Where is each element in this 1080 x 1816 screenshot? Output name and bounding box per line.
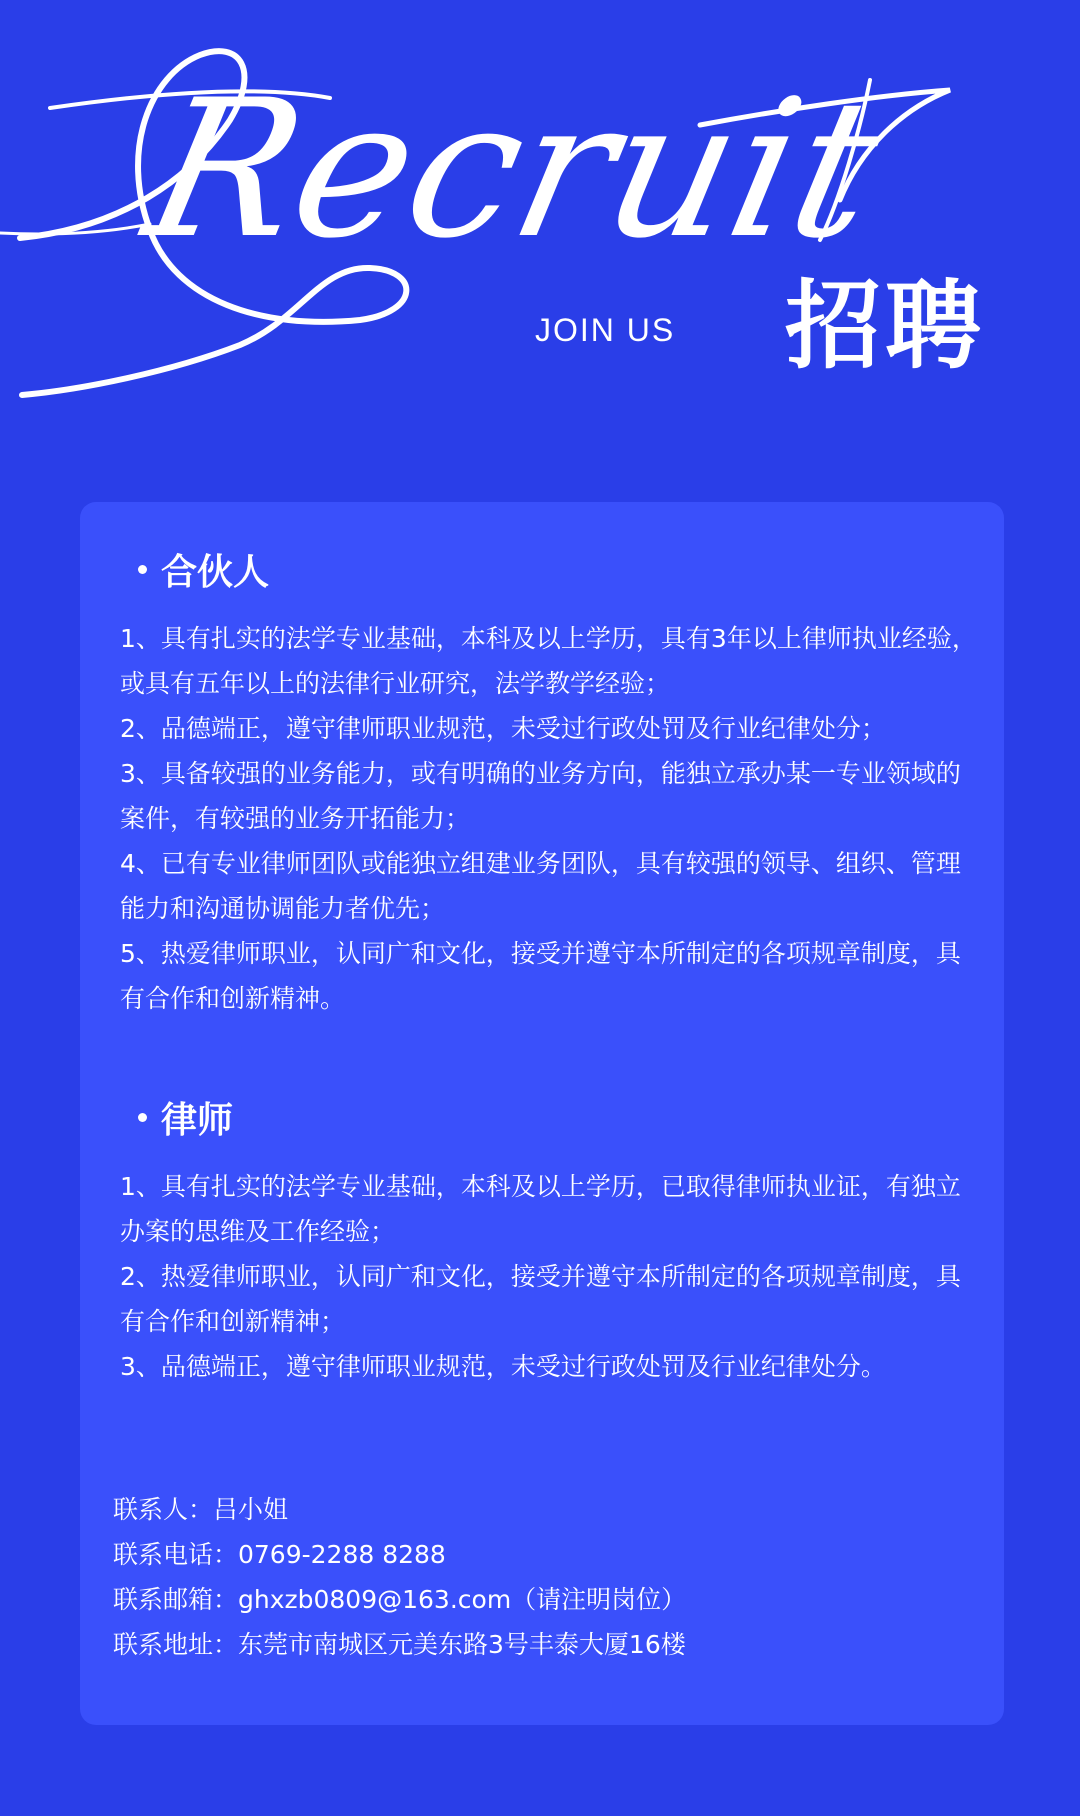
list-item: 2、品德端正，遵守律师职业规范，未受过行政处罚及行业纪律处分； xyxy=(120,714,886,743)
requirements-list xyxy=(120,616,980,1021)
requirements-list xyxy=(120,1164,980,1389)
bullet-dot-icon xyxy=(138,1113,147,1122)
list-item: 3、具备较强的业务能力，或有明确的业务方向，能独立承办某一专业领域的案件，有较强的业务开拓能力； xyxy=(120,759,961,833)
contact-info xyxy=(113,1487,686,1667)
join-us-label: JOIN US xyxy=(535,312,676,348)
page-title-cn: 招聘 xyxy=(785,270,985,382)
section-title xyxy=(120,544,980,594)
contact-email: 联系邮箱：ghxzb0809@163.com（请注明岗位） xyxy=(113,1585,687,1614)
recruit-script-text: Recruit xyxy=(130,59,890,281)
bullet-dot-icon xyxy=(138,565,147,574)
section-title xyxy=(120,1092,980,1142)
list-item: 4、已有专业律师团队或能独立组建业务团队，具有较强的领导、组织、管理能力和沟通协调能力者优先； xyxy=(120,849,961,923)
list-item: 3、品德端正，遵守律师职业规范，未受过行政处罚及行业纪律处分。 xyxy=(120,1352,886,1381)
section-partner xyxy=(120,544,980,1021)
list-item: 1、具有扎实的法学专业基础，本科及以上学历，已取得律师执业证，有独立办案的思维及工作经验； xyxy=(120,1172,961,1246)
contact-phone: 联系电话：0769-2288 8288 xyxy=(113,1540,446,1569)
contact-person: 联系人：吕小姐 xyxy=(113,1495,289,1524)
list-item: 1、具有扎实的法学专业基础，本科及以上学历，具有3年以上律师执业经验，或具有五年以上的法律行业研究，法学教学经验； xyxy=(120,624,977,698)
section-lawyer xyxy=(120,1092,980,1389)
contact-address: 联系地址：东莞市南城区元美东路3号丰泰大厦16楼 xyxy=(113,1630,686,1659)
header xyxy=(0,0,1080,470)
section-title-text: 律师 xyxy=(161,1099,234,1141)
content-card xyxy=(80,502,1004,1725)
section-title-text: 合伙人 xyxy=(161,551,270,593)
list-item: 2、热爱律师职业，认同广和文化，接受并遵守本所制定的各项规章制度，具有合作和创新精神； xyxy=(120,1262,961,1336)
list-item: 5、热爱律师职业，认同广和文化，接受并遵守本所制定的各项规章制度，具有合作和创新精神。 xyxy=(120,939,961,1013)
